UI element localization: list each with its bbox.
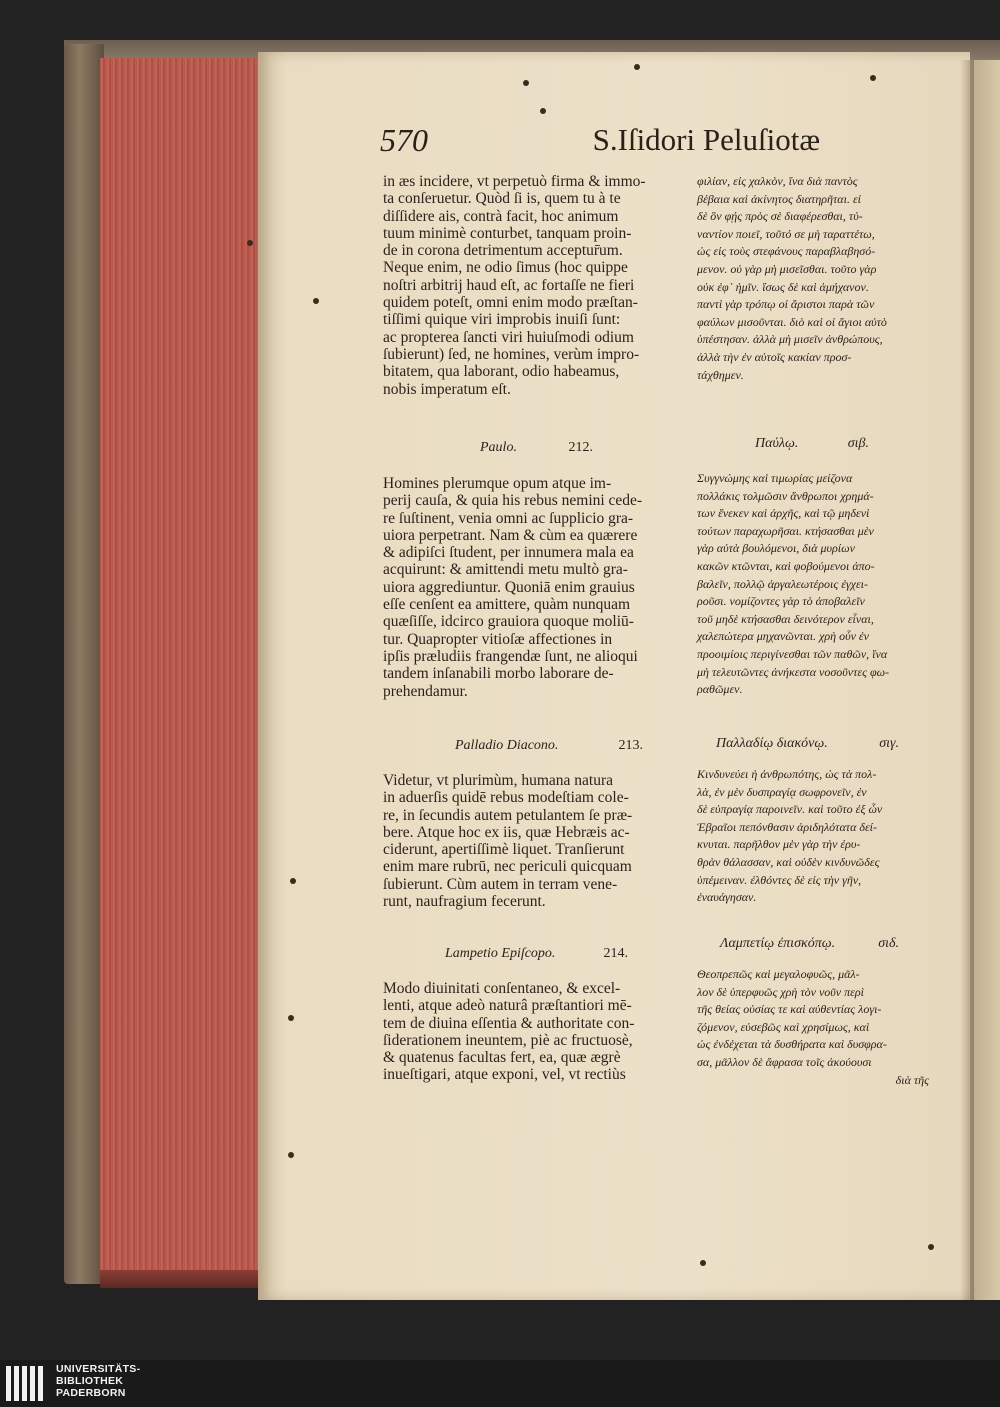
- text-line: acquirunt: & amittendi metu multò gra-: [383, 561, 628, 579]
- text-line: λὰ, ἐν μὲν δυσπραγίᾳ σωφρονεῖν, ἐν: [697, 784, 867, 799]
- text-line: βαλεῖν, πολλῷ ἀργαλεωτέροις ἐγχει-: [697, 576, 869, 591]
- letter-number: 212.: [568, 440, 593, 455]
- text-line: τῆς θείας οὐσίας τε καὶ αὐθεντίας λογι-: [697, 1002, 882, 1017]
- text-line: πολλάκις τολμῶσιν ἄνθρωποι χρημά-: [697, 488, 874, 503]
- wormhole: [290, 878, 296, 884]
- text-line: ροῦσι. νομίζοντες γὰρ τὸ ἀποβαλεῖν: [697, 594, 865, 609]
- text-line: λον δὲ ὑπερφυῶς χρὴ τὸν νοῦν περὶ: [697, 984, 864, 999]
- text-line: τοῦ μηδὲ κτήσασθαι δεινότερον εἶναι,: [697, 611, 874, 626]
- text-line: noſtri arbitrij haud eſt, ac fortaſſe ne fieri: [383, 276, 635, 294]
- greek-letter-213: [697, 766, 929, 907]
- wormhole: [634, 64, 640, 70]
- text-line: Homines plerumque opum atque im-: [383, 475, 612, 492]
- letter-heading: [455, 738, 683, 754]
- page-block-bottom: [100, 1270, 260, 1288]
- text-line: ὡς εἰς τοὺς στεφάνους παραβλαβησό-: [697, 244, 876, 259]
- greek-intro: [697, 173, 929, 384]
- text-line: ta conſeruetur. Quòd ſi is, quem tu à te: [383, 190, 621, 208]
- text-line: perij cauſa, & quia his rebus nemini cede-: [383, 492, 643, 510]
- text-line: tuum minimè conturbet, tanquam proin-: [383, 224, 632, 242]
- text-line: in æs incidere, vt perpetuò firma & immo-: [383, 173, 646, 190]
- text-line: θρὰν θάλασσαν, καὶ οὐδὲν κινδυνῶδες: [697, 854, 880, 869]
- latin-letter-212: [383, 475, 683, 700]
- wormhole: [288, 1152, 294, 1158]
- text-line: re, in ſecundis autem petulantem ſe præ-: [383, 806, 633, 824]
- text-line: ac propterea ſancti viri huiuſmodi odium: [383, 328, 634, 346]
- wormhole: [928, 1244, 934, 1250]
- text-line: παντὶ γὰρ τρόπῳ οἱ ἄριστοι παρὰ τῶν: [697, 297, 875, 312]
- text-line: δὲ εὐπραγίᾳ παροινεῖν. καὶ τοῦτο ἐξ ὧν: [697, 802, 883, 817]
- text-line: μενον. οὐ γὰρ μὴ μισεῖσθαι. τοῦτο γὰρ: [697, 261, 877, 276]
- text-line: in aduerſis quidē rebus modeſtiam cole-: [383, 789, 629, 807]
- text-line: tur. Quapropter vitioſæ affectiones in: [383, 630, 613, 648]
- letter-number: 214.: [603, 946, 628, 961]
- letter-addressee: Παλλαδίῳ διακόνῳ.: [716, 736, 828, 751]
- text-line: de in corona detrimentum acceptur̄um.: [383, 242, 623, 260]
- text-line: & quatenus facultas fert, ea, quæ ægrè: [383, 1049, 621, 1067]
- text-line: Συγγνώμης καὶ τιμωρίας μείζονα: [697, 471, 853, 485]
- letter-addressee: Palladio Diacono.: [455, 738, 559, 753]
- text-line: quidem poteſt, omni enim modo præſtan-: [383, 294, 638, 312]
- wormhole: [523, 80, 529, 86]
- text-line: Κινδυνεύει ἡ ἀνθρωπότης, ὡς τὰ πολ-: [697, 767, 877, 781]
- letter-heading: [716, 736, 929, 752]
- text-line: χαλεπώτερα μηχανῶνται. χρὴ οὖν ἐν: [697, 629, 869, 644]
- gutter-shadow: [960, 60, 974, 1300]
- text-line: re ſuſtinent, venia omni ac ſupplicio gra-: [383, 509, 634, 527]
- text-line: uiora perpetrant. Nam & cùm ea quærere: [383, 526, 638, 544]
- text-line: ſiderationem ineuntem, piè ac fructuosè,: [383, 1031, 633, 1049]
- letter-heading: [445, 946, 683, 962]
- text-line: inueſtigari, atque exponi, vel, vt rectiùs: [383, 1066, 626, 1084]
- running-title: S.Iſidori Peluſiotæ: [592, 122, 820, 157]
- letter-number: 213.: [618, 738, 643, 753]
- page-block-red-edge: [100, 58, 260, 1284]
- letter-addressee: Παύλῳ.: [755, 436, 799, 451]
- text-line: bitatem, qua laborant, odio habeamus,: [383, 363, 620, 381]
- text-line: των ἕνεκεν καὶ ἀρχῆς, καὶ τῷ μηδενὶ: [697, 506, 870, 521]
- text-line: γὰρ αὐτὰ βουλόμενοι, διὰ μυρίων: [697, 541, 855, 556]
- text-line: tandem inſanabili morbo laborare de-: [383, 665, 614, 683]
- university-library-logo-icon: [6, 1366, 50, 1401]
- text-line: ραθῶμεν.: [697, 682, 743, 697]
- library-footer: [0, 1360, 1000, 1407]
- letter-number: σιβ.: [847, 436, 869, 451]
- letter-addressee: Λαμπετίῳ ἐπισκόπῳ.: [720, 936, 836, 951]
- text-line: & adipiſci ſtudent, per innumera mala ea: [383, 544, 634, 562]
- text-line: quæſiſſe, idcirco grauiora quoque moliū-: [383, 613, 634, 631]
- text-line: ciderunt, apertiſſimè liquet. Tranſierunt: [383, 841, 625, 859]
- text-line: διὰ τῆς: [895, 1072, 929, 1087]
- text-line: ipſis præludiis frangendæ ſunt, ne alioqui: [383, 647, 638, 665]
- text-line: tiſſimi quique viri improbis inuiſi ſunt:: [383, 311, 621, 329]
- wormhole: [870, 75, 876, 81]
- letter-heading: [720, 936, 929, 952]
- greek-letter-214: [697, 966, 929, 1089]
- text-line: lenti, atque adeò naturâ præſtantiori mē-: [383, 997, 632, 1015]
- latin-intro: [383, 173, 683, 398]
- text-line: eſſe cenſent ea amittere, quàm nunquam: [383, 596, 631, 614]
- library-name-line: BIBLIOTHEK: [56, 1375, 124, 1387]
- text-line: προοιμίοις περιγίνεσθαι τῶν παθῶν, ἵνα: [697, 646, 888, 661]
- text-line: ἀλλὰ τὴν ἐν αὐτοῖς κακίαν προσ-: [697, 349, 852, 364]
- text-line: βέβαια καὶ ἀκίνητος διατηρῆται. εἰ: [697, 191, 862, 206]
- wormhole: [700, 1260, 706, 1266]
- latin-letter-214: [383, 980, 683, 1084]
- text-line: nobis imperatum eſt.: [383, 380, 511, 398]
- text-line: ναντίον ποιεῖ, τοῦτό σε μὴ ταραττέτω,: [697, 226, 875, 241]
- text-line: τούτων παραχωρῆσαι. κτήσασθαι μὲν: [697, 523, 874, 538]
- text-line: runt, naufragium fecerunt.: [383, 893, 546, 911]
- text-line: ὑπέμειναν. ἐλθόντες δὲ εἰς τὴν γῆν,: [697, 872, 862, 887]
- library-name: [56, 1363, 140, 1399]
- text-line: φαύλων μισοῦνται. διὸ καὶ οἱ ἅγιοι αὐτὸ: [697, 314, 887, 329]
- page-number: 570: [380, 122, 428, 158]
- text-line: ζόμενον, εὐσεβῶς καὶ χρησίμως, καὶ: [697, 1019, 870, 1034]
- text-line: prehendamur.: [383, 682, 468, 700]
- library-name-line: UNIVERSITÄTS-: [56, 1363, 141, 1375]
- letter-heading: [480, 440, 683, 456]
- text-line: δὲ ὃν φῄς πρὸς σὲ διαφέρεσθαι, τὐ-: [697, 209, 863, 224]
- greek-letter-212: [697, 470, 929, 699]
- letter-number: σιγ.: [879, 736, 899, 751]
- text-line: Videtur, vt plurimùm, humana natura: [383, 772, 614, 789]
- text-line: μὴ τελευτῶντες ἀνήκεστα νοσοῦντες φω-: [697, 664, 890, 679]
- text-line: Modo diuinitati conſentaneo, & excel-: [383, 980, 621, 997]
- text-line: οὐκ ἐφ᾽ ἡμῖν. ἴσως δὲ καὶ ἀμήχανον.: [697, 279, 869, 294]
- wormhole: [247, 240, 253, 246]
- library-name-line: PADERBORN: [56, 1387, 126, 1399]
- text-line: bere. Atque hoc ex iis, quæ Hebræis ac-: [383, 823, 630, 841]
- page-header: [380, 122, 820, 168]
- text-line: tem de diuina eſſentia & authoritate con-: [383, 1014, 635, 1032]
- text-line: Ἑβραῖοι πεπόνθασιν ἀριδηλότατα δεί-: [697, 819, 877, 834]
- text-line: φιλίαν, εἰς χαλκὸν, ἵνα διὰ παντὸς: [697, 174, 858, 188]
- text-line: diſſidere ais, contrà facit, hoc animum: [383, 207, 619, 225]
- text-line: ſubierunt. Cùm autem in terram vene-: [383, 875, 618, 893]
- letter-heading: [755, 436, 929, 452]
- text-line: κνυται. παρῆλθον μὲν γὰρ τὴν ἐρυ-: [697, 837, 861, 852]
- text-line: ὑπέστησαν. ἀλλὰ μὴ μισεῖν ἀνθρώπους,: [697, 332, 883, 347]
- text-line: τάχθημεν.: [697, 367, 744, 382]
- wormhole: [313, 298, 319, 304]
- text-line: ἐναυάγησαν.: [697, 890, 757, 905]
- text-line: κακῶν κτῶνται, καὶ φοβούμενοι ἀπο-: [697, 558, 875, 573]
- text-line: ſubierunt) ſed, ne homines, verùm impro-: [383, 345, 640, 363]
- text-line: Θεοπρεπῶς καὶ μεγαλοφυῶς, μᾶλ-: [697, 967, 860, 981]
- letter-addressee: Lampetio Epiſcopo.: [445, 946, 556, 961]
- letter-number: σιδ.: [878, 936, 899, 951]
- text-line: σα, μᾶλλον δὲ ἄφρασα τοῖς ἀκούουσι: [697, 1054, 872, 1069]
- wormhole: [540, 108, 546, 114]
- letter-addressee: Paulo.: [480, 440, 517, 455]
- text-line: Neque enim, ne odio ſimus (hoc quippe: [383, 259, 628, 277]
- latin-letter-213: [383, 772, 683, 910]
- book-cover-spine: [64, 44, 104, 1284]
- wormhole: [288, 1015, 294, 1021]
- text-line: uiora aggrediuntur. Quoniā enim grauius: [383, 578, 635, 596]
- text-line: ὡς ἐνδέχεται τὰ δυσθήρατα καὶ δυσφρα-: [697, 1037, 887, 1052]
- text-line: enim mare rubrū, nec periculi quicquam: [383, 858, 632, 876]
